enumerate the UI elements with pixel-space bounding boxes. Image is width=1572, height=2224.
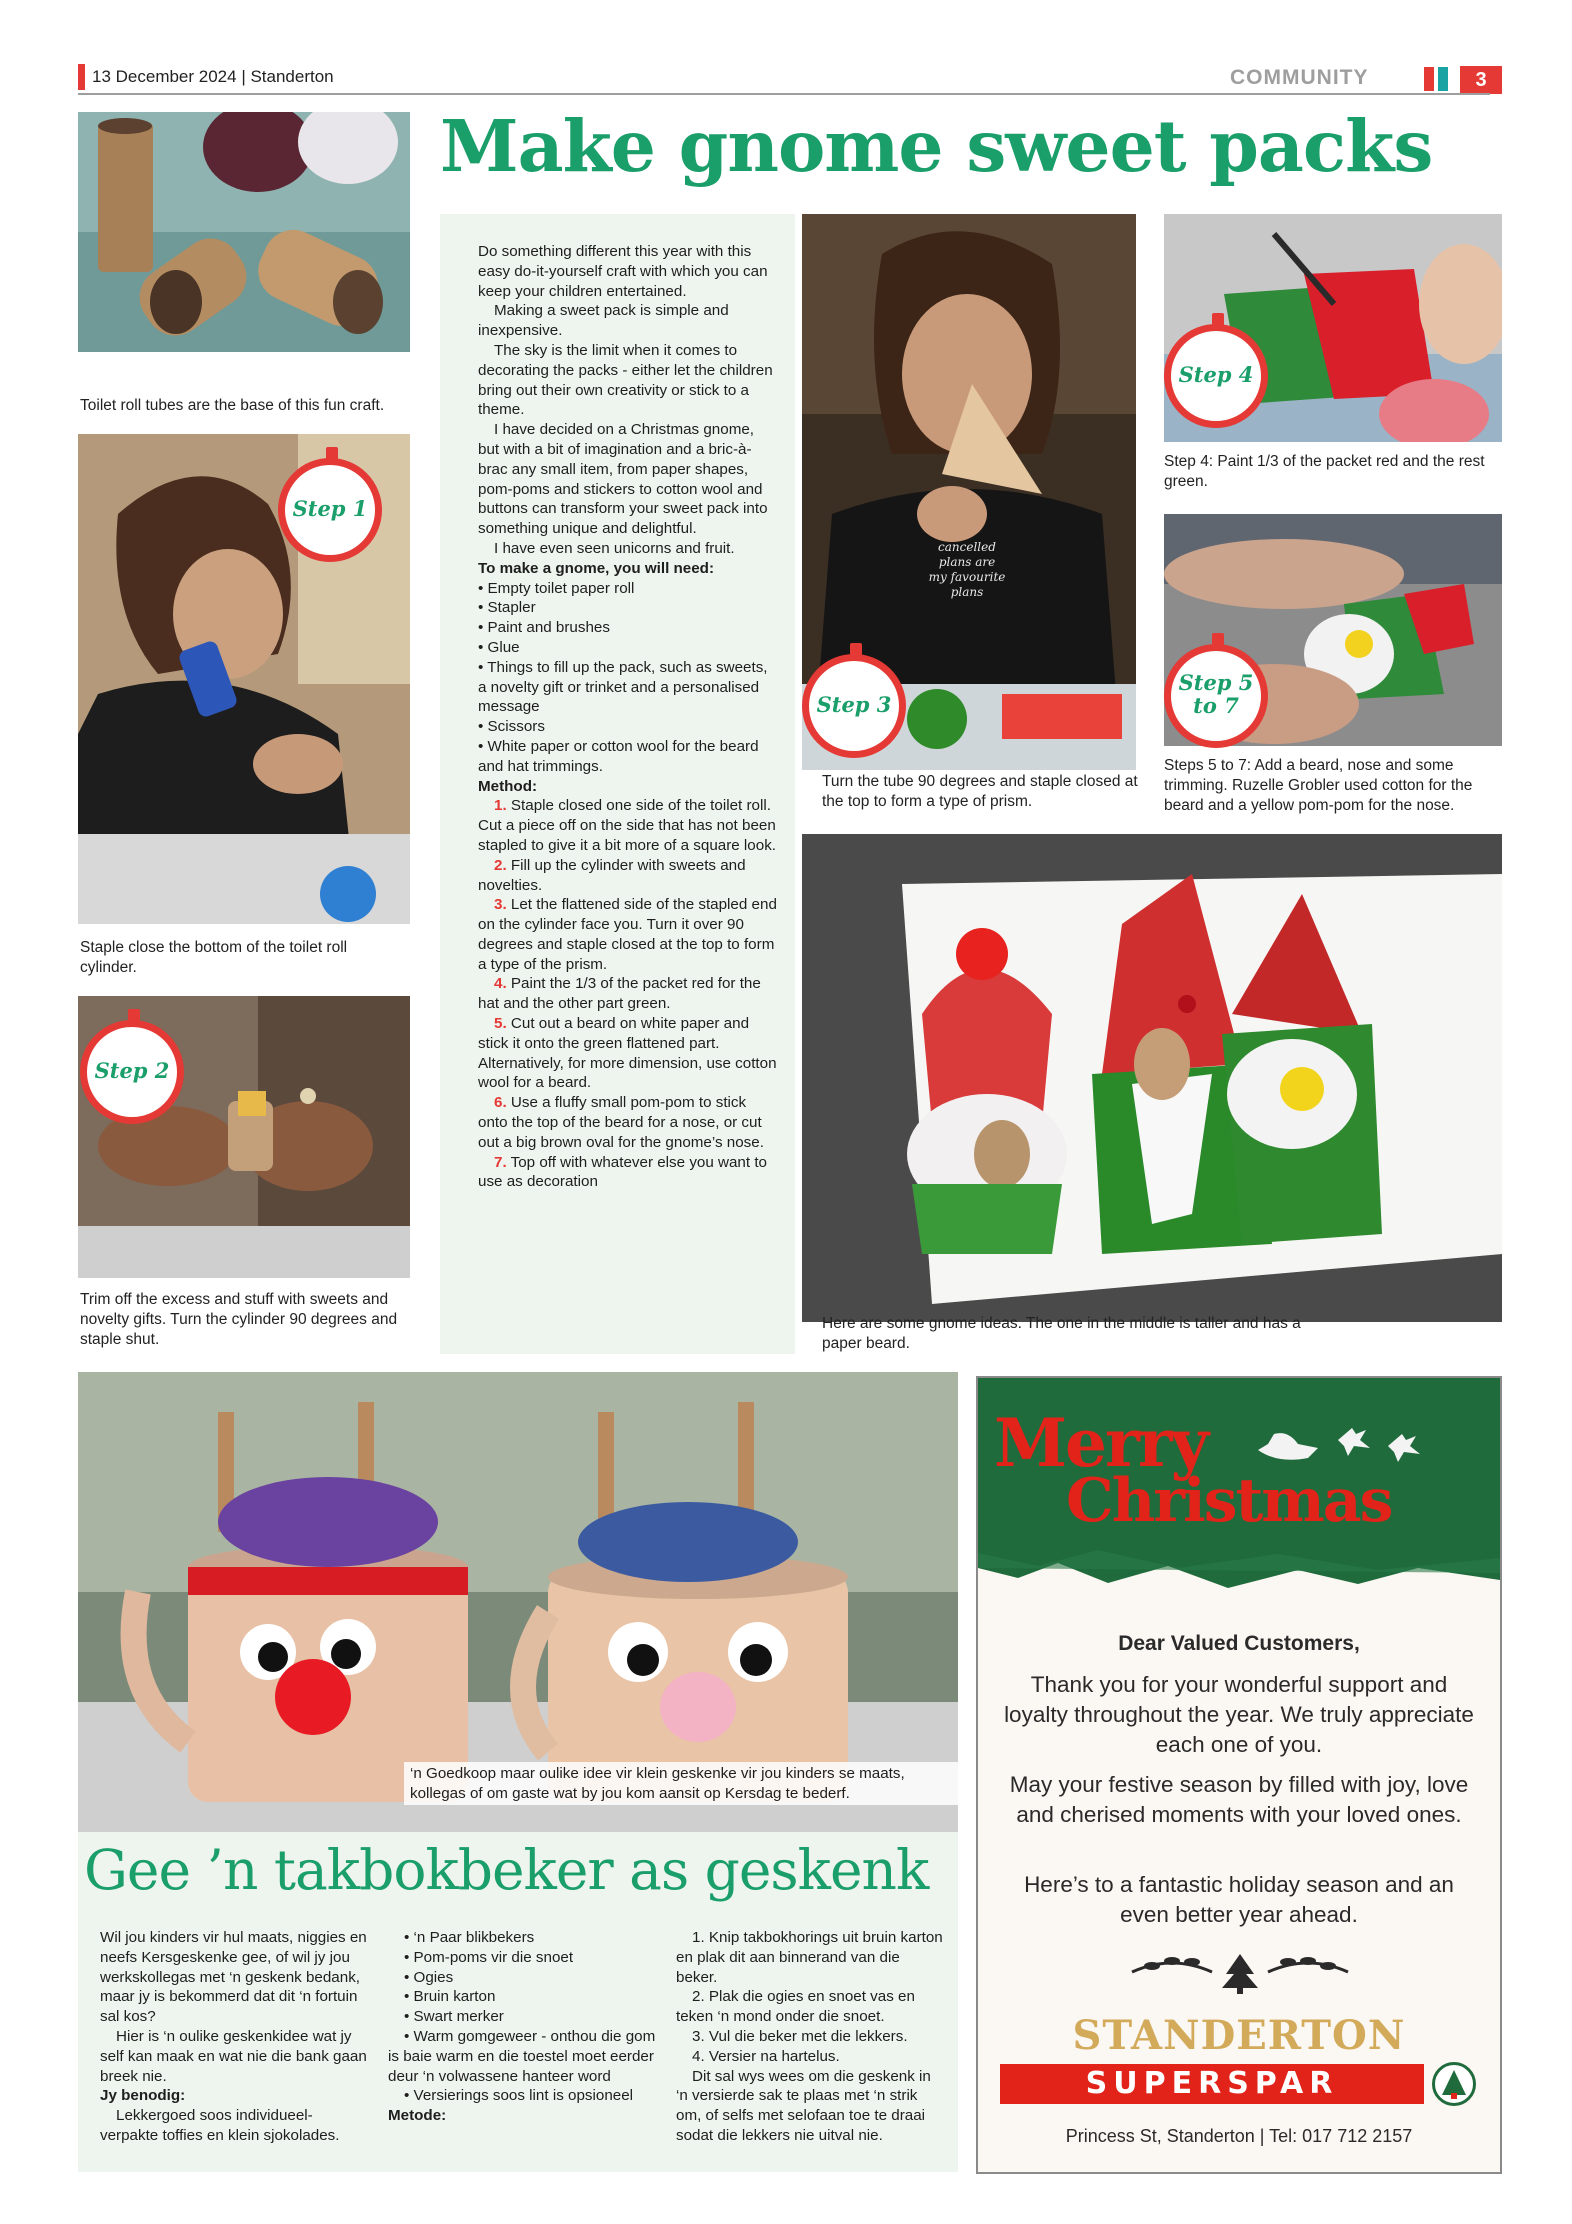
step-number: 5. (494, 1015, 507, 1033)
ad-brand-town: STANDERTON (1072, 2012, 1406, 2059)
needs-item: • Glue (478, 638, 520, 656)
laurel-tree-icon (1122, 1948, 1358, 1996)
step-text: Top off with whatever else you want to use as decoration (478, 1153, 767, 1191)
ad-brand-name: SUPERSPAR (1085, 2066, 1339, 2101)
caption-step57: Steps 5 to 7: Add a beard, nose and some trimming. Ruzelle Grobler used cotton for the beard and a yellow pom-pom for the nose. (1164, 757, 1473, 814)
needs-item: • Stapler (478, 599, 536, 617)
ad-greeting: Dear Valued Customers, (1118, 1632, 1360, 1655)
badge-step3 (802, 654, 906, 758)
page-number: 3 (1460, 66, 1502, 94)
badge-step2 (80, 1020, 184, 1124)
header-rule (78, 93, 1490, 95)
method-step (478, 1153, 778, 1193)
step-text: Staple closed one side of the toilet roll. Cut a piece off on the side that has not been stapled to give it a bit more of a square look. (478, 797, 777, 854)
section-label: COMMUNITY (1230, 66, 1369, 89)
caption-tubes: Toilet roll tubes are the base of this fun craft. (80, 397, 385, 414)
caption-step2: Trim off the excess and stuff with sweets and novelty gifts. Turn the cylinder 90 degrees and staple shut. (80, 1291, 398, 1348)
article-paragraph: The sky is the limit when it comes to decorating the packs - either let the children bring out their own creativity or stick to a theme. (478, 341, 773, 419)
step-text: Fill up the cylinder with sweets and novelties. (478, 856, 746, 894)
caption-reindeer: ‘n Goedkoop maar oulike idee vir klein geskenke vir jou kinders se maats, kollegas of om gaste wat by jou kom aansit op Kersdag te bederf. (404, 1762, 970, 1805)
step-text: Use a fluffy small pom-pom to stick onto the top of the beard for a nose, or cut out a big brown oval for the gnome’s nose. (478, 1094, 764, 1151)
needs-item: • Paint and brushes (478, 619, 610, 637)
ad-merry: Merry (994, 1404, 1207, 1482)
step-text: Paint the 1/3 of the packet red for the hat and the other part green. (478, 975, 761, 1013)
gee-paragraph: Wil jou kinders vir hul maats, niggies en neefs Kersgeskenke gee, of wil jy jou werkskollegas met ‘n geskenk bedank, maar jy is bekommerd dat dit ‘n fortuin sal kos? (100, 1929, 367, 2026)
shirt-print (892, 540, 1042, 600)
ad-green-banner (978, 1378, 1500, 1608)
ornament-cap (850, 643, 862, 657)
header-block-teal (1438, 67, 1448, 91)
needs-item: • Empty toilet paper roll (478, 579, 635, 597)
badge-line: to 7 (1193, 693, 1239, 718)
step-number: 7. (494, 1153, 507, 1171)
method-step (478, 974, 778, 1014)
caption-step3: Turn the tube 90 degrees and staple closed at the top to form a type of prism. (822, 773, 1138, 810)
step-number: 4. (494, 975, 507, 993)
ornament-cap (1212, 313, 1224, 327)
shirt-text-line: cancelled (938, 540, 996, 554)
superspar-advert (976, 1376, 1502, 2174)
gee-list-item: • Ogies (404, 1968, 454, 1986)
header-block-red (1424, 67, 1434, 91)
gee-method-item: 4. Versier na hartelus. (692, 2047, 840, 2065)
gee-list-item: • Swart merker (404, 2008, 504, 2026)
gee-list-item: • Bruin karton (404, 1988, 496, 2006)
gee-method-item: 1. Knip takbokhorings uit bruin karton en plak dit aan binnerand van die beker. (676, 1929, 943, 1986)
gee-list-item: • Versierings soos lint is opsioneel (404, 2087, 634, 2105)
ad-paragraph-holiday: Here’s to a fantastic holiday season and an even better year ahead. (1024, 1872, 1454, 1927)
gee-method-item: 3. Vul die beker met die lekkers. (692, 2027, 908, 2045)
caption-step4: Step 4: Paint 1/3 of the packet red and the rest green. (1164, 453, 1485, 490)
method-step (478, 1093, 778, 1152)
step-number: 6. (494, 1094, 507, 1112)
header-accent-bar (78, 64, 85, 90)
gee-paragraph: Lekkergoed soos individueel-verpakte toffies en klein sjokolades. (100, 2107, 340, 2144)
badge-step1 (278, 458, 382, 562)
badge-step57 (1164, 644, 1268, 748)
shirt-text-line: my favourite (928, 570, 1006, 584)
gee-paragraph: Hier is ‘n oulike geskenkidee wat jy self kan maak en wat nie die bank gaan breek nie. (100, 2027, 367, 2085)
badge-line: Step 5 (1178, 670, 1254, 695)
gee-method-heading: Metode: (388, 2107, 447, 2125)
gee-list-item: • Warm gomgeweer - onthou die gom is baie warm en die toestel moet eerder deur ‘n volwassene hanteer word (388, 2027, 656, 2085)
step-number: 1. (494, 797, 507, 815)
needs-heading: To make a gnome, you will need: (478, 559, 715, 577)
headline: Make gnome sweet packs (440, 104, 1433, 188)
method-step (478, 1014, 778, 1093)
ornament-cap (1212, 633, 1224, 647)
step-number: 3. (494, 896, 507, 914)
caption-gnomes: Here are some gnome ideas. The one in the middle is taller and has a paper beard. (822, 1315, 1301, 1352)
gee-method-item: Dit sal wys wees om die geskenk in ‘n versierde sak te plaas met ‘n strik om, of selfs met selofaan toe te draai sodat die lekkers nie uitval nie. (676, 2067, 931, 2144)
ad-christmas: Christmas (1066, 1466, 1392, 1536)
article-paragraph: I have even seen unicorns and fruit. (494, 539, 735, 557)
gee-list-item: • Pom-poms vir die snoet (404, 1948, 574, 1966)
gee-needs-heading: Jy benodig: (100, 2087, 186, 2105)
issue-date-place: 13 December 2024 | Standerton (92, 67, 334, 86)
badge-step57-label (1171, 651, 1261, 717)
badge-step4 (1164, 324, 1268, 428)
caption-step1: Staple close the bottom of the toilet roll cylinder. (80, 939, 348, 976)
ad-footer-contact: Princess St, Standerton | Tel: 017 712 2157 (1065, 2126, 1413, 2146)
badge-step3-label: Step 3 (816, 692, 892, 717)
step-number: 2. (494, 856, 507, 874)
method-step (478, 796, 778, 855)
method-step (478, 895, 778, 974)
ad-paragraph-festive: May your festive season by filled with joy, love and cherised moments with your loved ones. (1009, 1772, 1469, 1827)
needs-item: • White paper or cotton wool for the beard and hat trimmings. (478, 737, 759, 775)
ornament-cap (326, 447, 338, 461)
gee-headline: Gee ’n takbokbeker as geskenk (84, 1838, 929, 1902)
spar-tree-logo-icon (1432, 2062, 1476, 2106)
badge-step2-label: Step 2 (94, 1058, 170, 1083)
gee-column-3 (676, 1928, 944, 2146)
method-step (478, 856, 778, 896)
gee-method-item: 2. Plak die ogies en snoet vas en teken ‘n mond onder die snoet. (676, 1988, 915, 2026)
gee-column-1 (100, 1928, 368, 2146)
step-text: Cut out a beard on white paper and stick it onto the green flattened part. Alternatively, for more dimension, use cotton wool for a beard. (478, 1015, 777, 1092)
ad-brand-bar (1000, 2064, 1424, 2104)
gee-column-2 (388, 1928, 656, 2126)
article-body (478, 242, 778, 1192)
article-paragraph: I have decided on a Christmas gnome, but with a bit of imagination and a bric-à-brac any small item, from paper shapes, pom-poms and stickers to cotton wool and buttons can transform your sweet pack into something unique and delightful. (478, 421, 768, 538)
ornament-cap (128, 1009, 140, 1023)
shirt-text-line: plans (950, 585, 984, 599)
gee-list-item: • ‘n Paar blikbekers (404, 1929, 535, 1946)
ad-paragraph-thanks: Thank you for your wonderful support and loyalty throughout the year. We truly appreciate each one of you. (1004, 1672, 1474, 1757)
article-paragraph: Making a sweet pack is simple and inexpensive. (478, 302, 729, 340)
photo-gnome-ideas (802, 834, 1502, 1322)
article-intro: Do something different this year with this easy do-it-yourself craft with which you can keep your children entertained. (478, 243, 768, 300)
badge-step1-label: Step 1 (292, 496, 368, 521)
badge-step4-label: Step 4 (1178, 362, 1254, 387)
needs-item: • Things to fill up the pack, such as sweets, a novelty gift or trinket and a personalised message (478, 658, 768, 716)
method-heading: Method: (478, 777, 538, 795)
step-text: Let the flattened side of the stapled end on the cylinder face you. Turn it over 90 degrees and staple closed at the top to form a type of the prism. (478, 896, 777, 973)
shirt-text-line: plans are (938, 555, 996, 569)
photo-toilet-tubes (78, 112, 410, 352)
needs-item: • Scissors (478, 718, 545, 736)
